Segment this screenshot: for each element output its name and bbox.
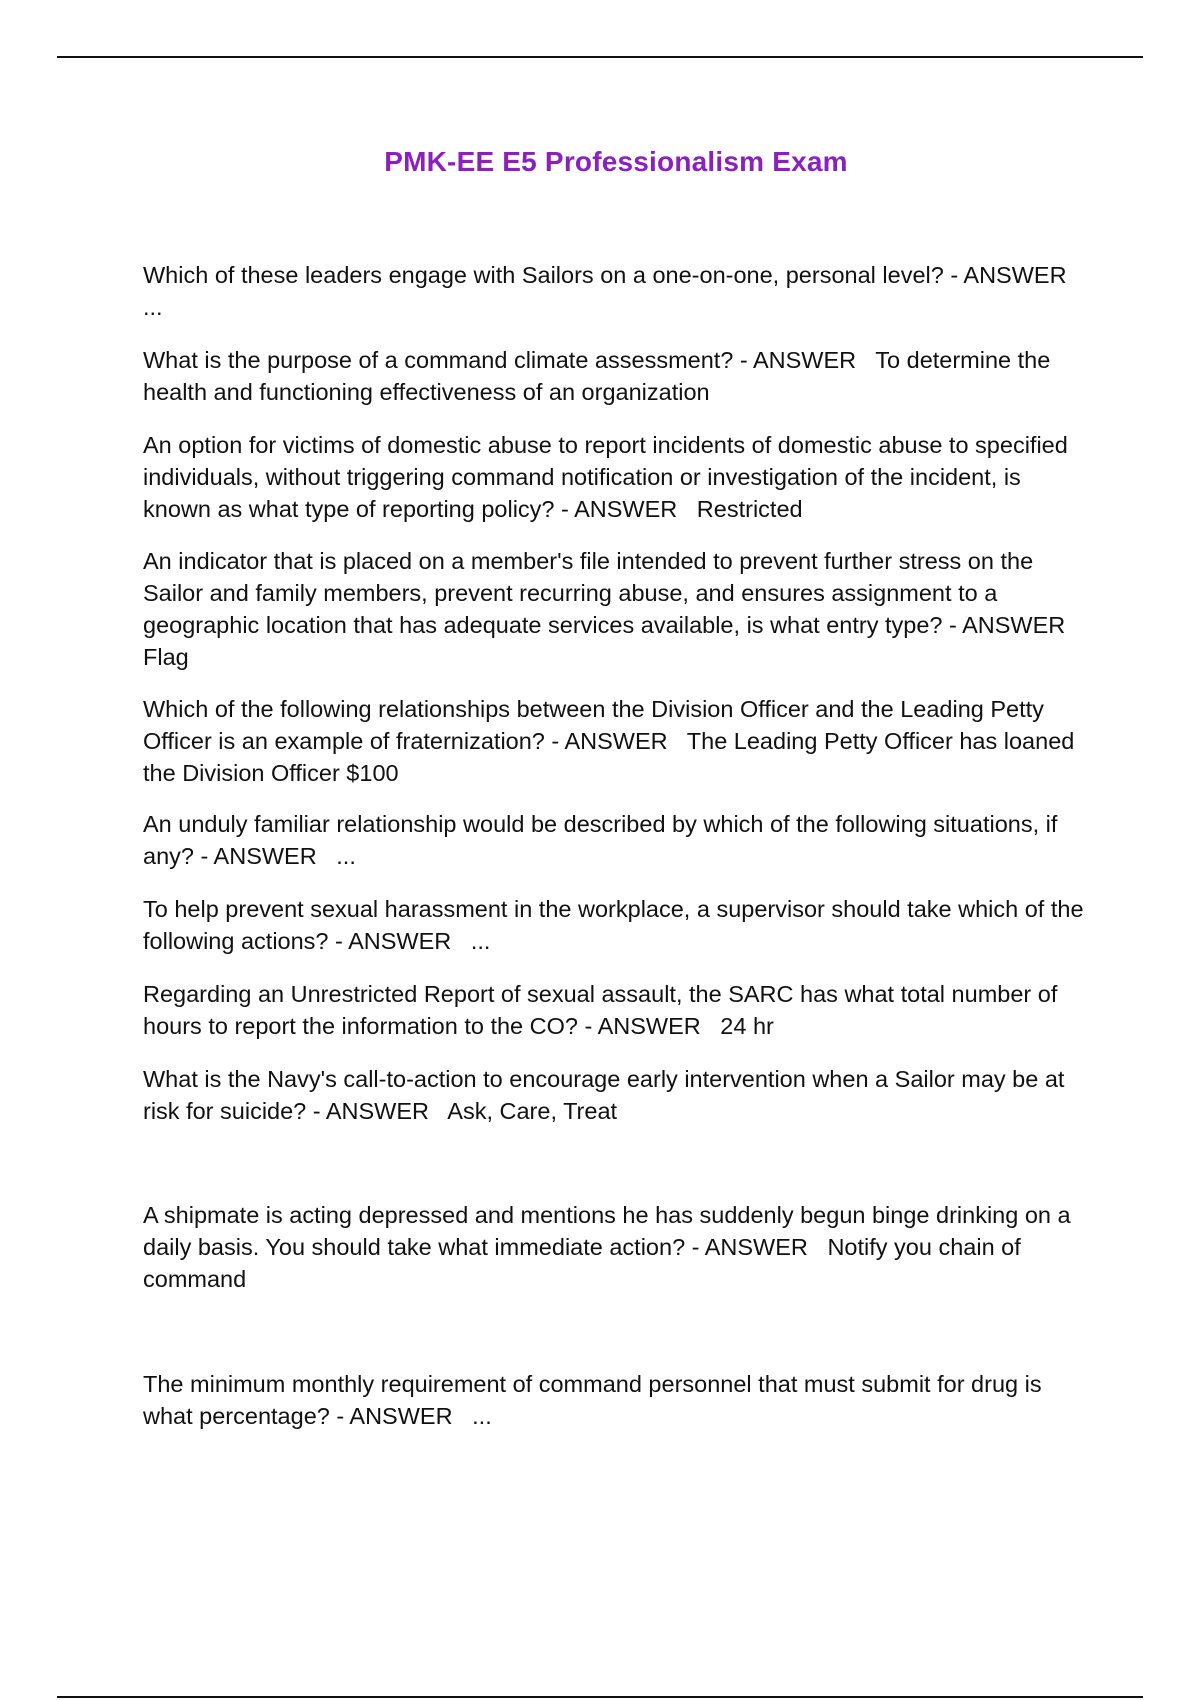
- top-rule: [57, 56, 1143, 58]
- qa-item-10: A shipmate is acting depressed and mentions he has suddenly begun binge drinking on a daily basis. You should take what immediate action? - ANSWER Notify you chain of command: [143, 1202, 1078, 1292]
- qa-item-8: Regarding an Unrestricted Report of sexual assault, the SARC has what total number of hours to report the information to the CO? - ANSWER 24 hr: [143, 981, 1064, 1039]
- qa-item-11: The minimum monthly requirement of command personnel that must submit for drug is what percentage? - ANSWER ...: [143, 1371, 1049, 1429]
- qa-item-7: To help prevent sexual harassment in the workplace, a supervisor should take which of the following actions? - ANSWER ...: [143, 896, 1091, 954]
- qa-item-3: An option for victims of domestic abuse to report incidents of domestic abuse to specified individuals, without triggering command notification or investigation of the incident, is known as what type of reporting policy? - ANSWER Restricted: [143, 432, 1075, 522]
- page-title: PMK-EE E5 Professionalism Exam: [384, 146, 848, 177]
- qa-item-9: What is the Navy's call-to-action to encourage early intervention when a Sailor may be at risk for suicide? - ANSWER Ask, Care, Treat: [143, 1066, 1071, 1124]
- qa-item-2: What is the purpose of a command climate assessment? - ANSWER To determine the health and functioning effectiveness of an organization: [143, 347, 1057, 405]
- qa-item-1: Which of these leaders engage with Sailors on a one-on-one, personal level? - ANSWER ...: [143, 262, 1087, 320]
- qa-item-6: An unduly familiar relationship would be described by which of the following situations, if any? - ANSWER ...: [143, 811, 1064, 869]
- bottom-rule: [57, 1696, 1143, 1698]
- qa-item-5: Which of the following relationships between the Division Officer and the Leading Petty Officer is an example of fraternization? - ANSWER The Leading Petty Officer has loaned the Division Officer $100: [143, 696, 1081, 786]
- qa-item-4: An indicator that is placed on a member's file intended to prevent further stress on the Sailor and family members, prevent recurring abuse, and ensures assignment to a geographic location that has adequate services available, is what entry type? - ANSWER Flag: [143, 548, 1085, 670]
